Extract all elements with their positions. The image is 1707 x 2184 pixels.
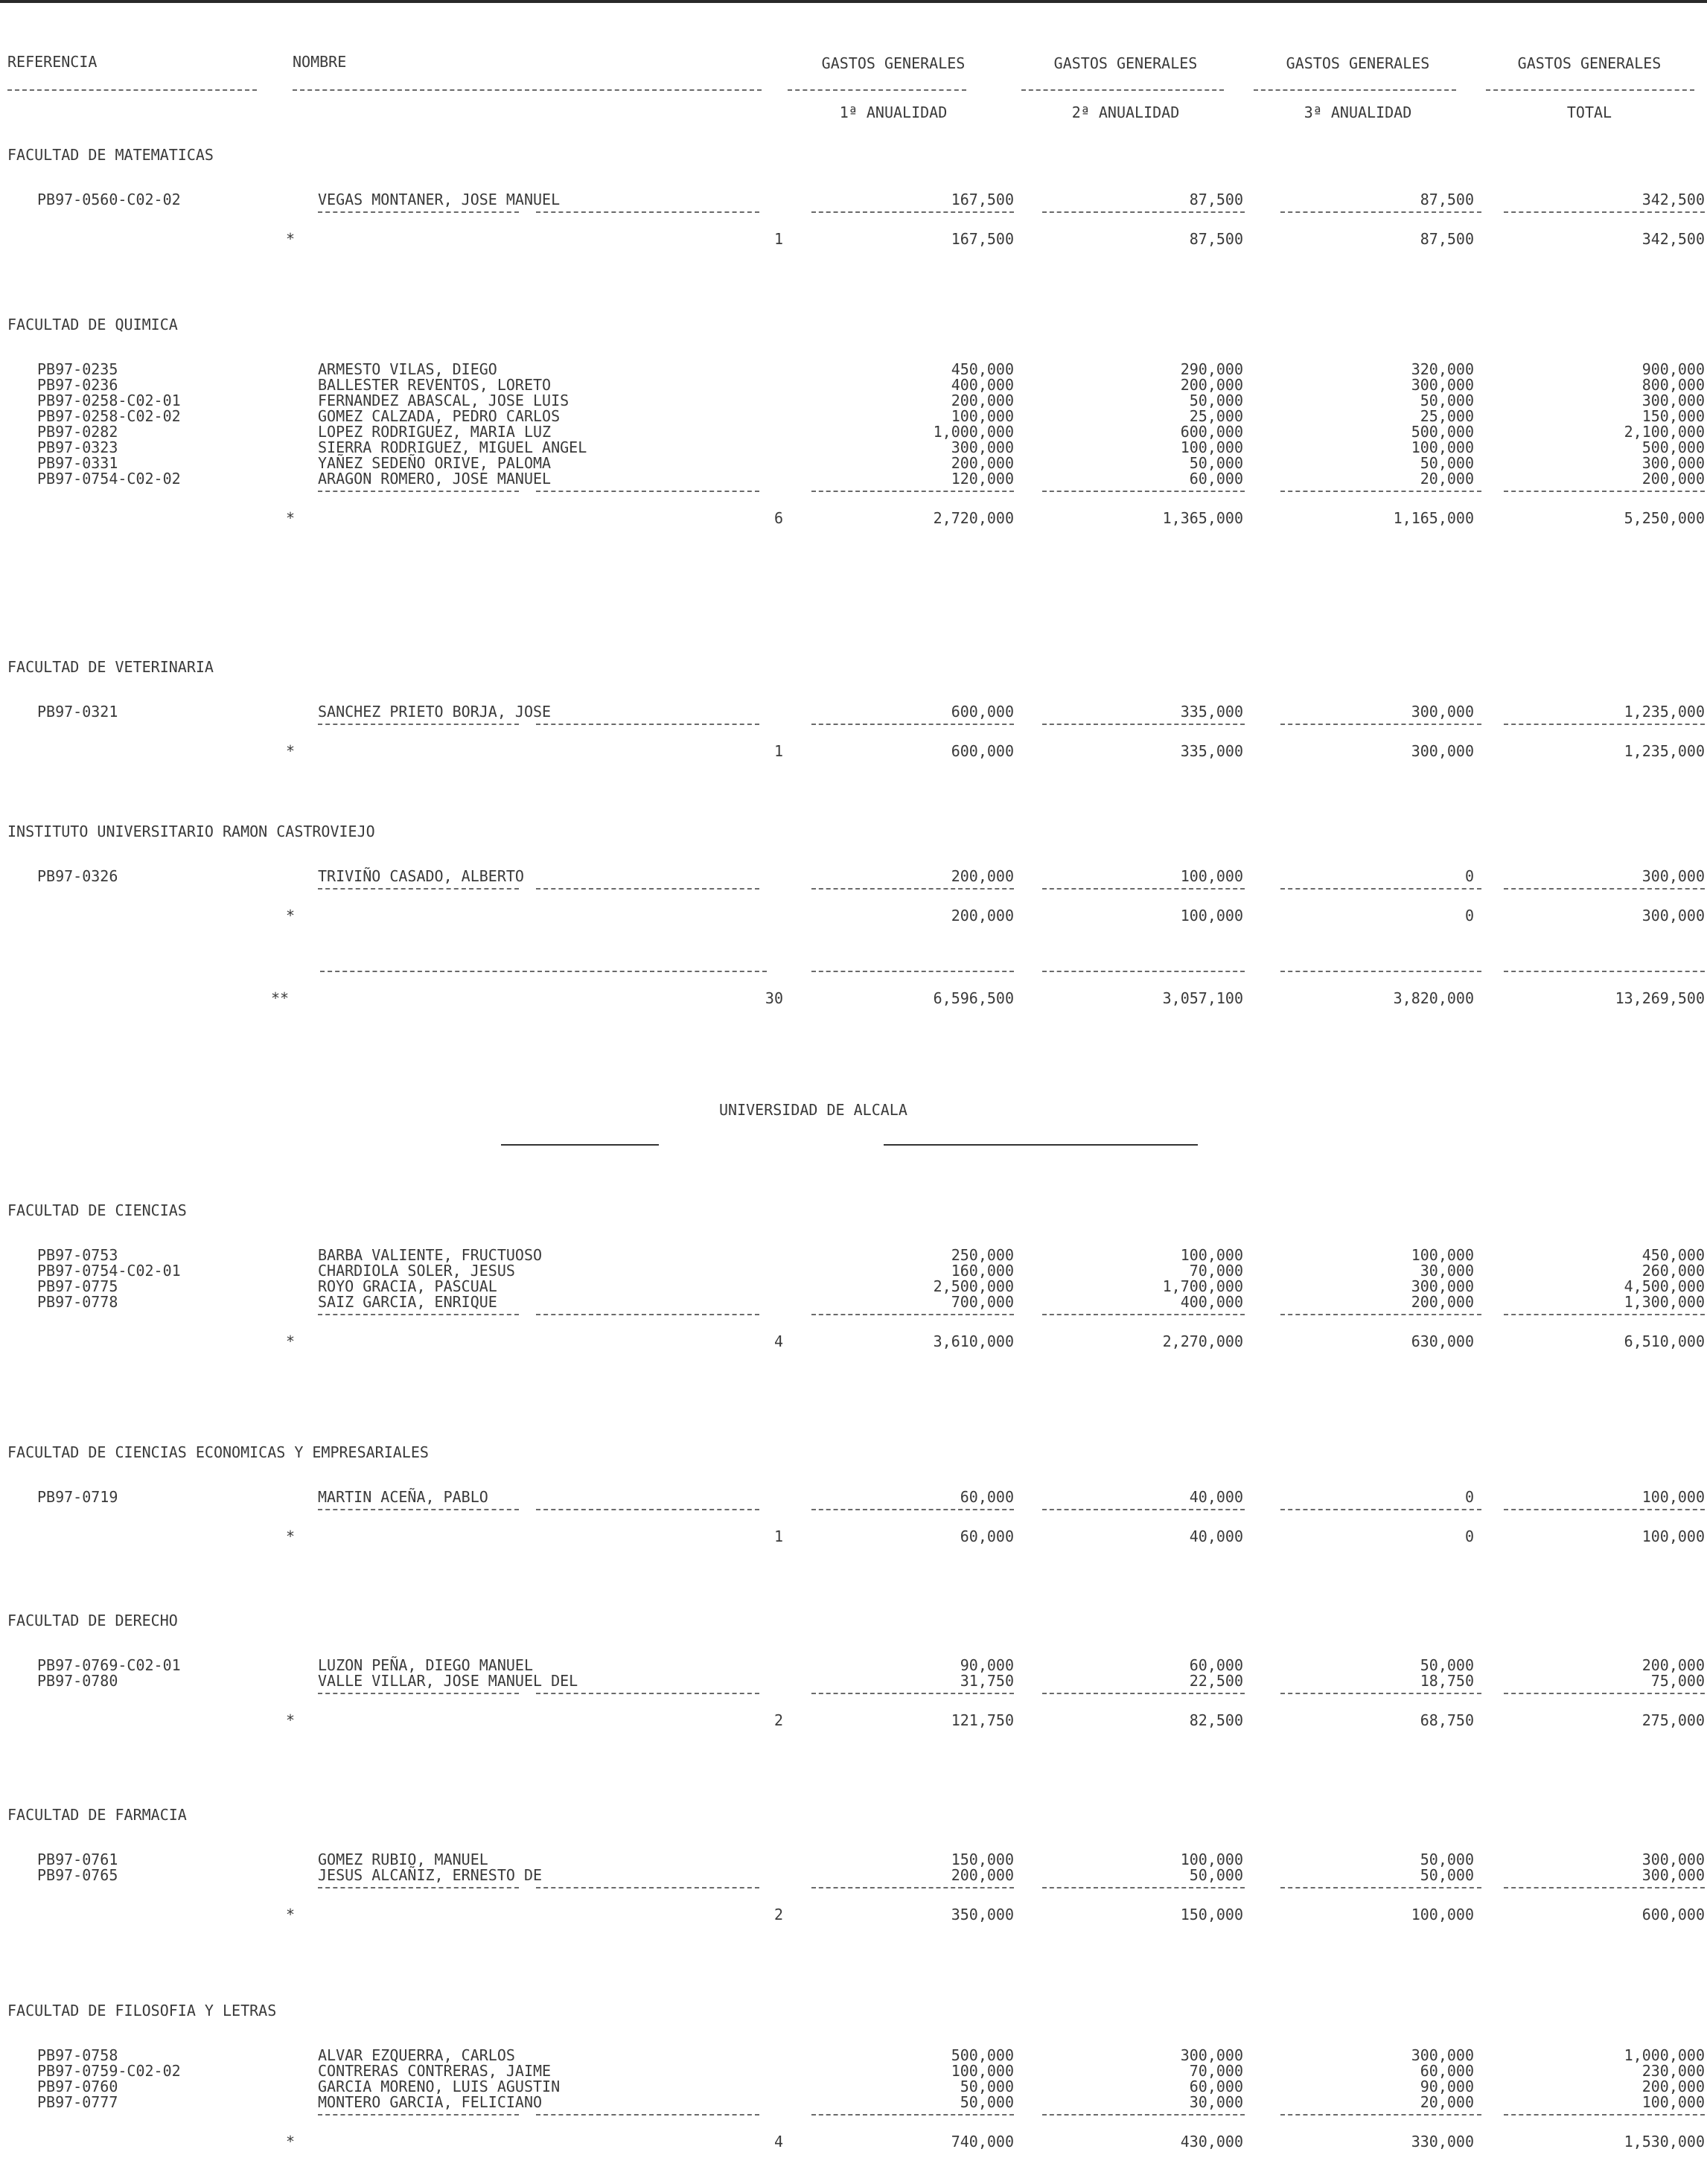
row-anualidad-1: 700,000 <box>951 1293 1014 1311</box>
subtotal-rule <box>811 2114 1014 2116</box>
faculty-heading: FACULTAD DE CIENCIAS <box>7 1201 187 1219</box>
row-anualidad-2: 1,700,000 <box>1162 1277 1243 1295</box>
header-col-3-line-1: GASTOS GENERALES <box>1286 54 1430 72</box>
row-total: 300,000 <box>1641 1866 1705 1884</box>
row-anualidad-1: 200,000 <box>951 867 1014 885</box>
row-name: BARBA VALIENTE, FRUCTUOSO <box>318 1246 543 1264</box>
university-title-rule <box>884 1144 1198 1146</box>
subtotal-rule <box>318 1509 519 1510</box>
row-anualidad-3: 200,000 <box>1411 1293 1474 1311</box>
subtotal-anualidad-1: 60,000 <box>960 1527 1014 1545</box>
header-col-4-line-1: GASTOS GENERALES <box>1517 54 1662 72</box>
subtotal-rule <box>536 1314 759 1315</box>
row-anualidad-3: 0 <box>1464 1488 1474 1506</box>
row-anualidad-3: 50,000 <box>1420 392 1474 409</box>
subtotal-anualidad-2: 150,000 <box>1180 1906 1243 1923</box>
row-anualidad-1: 200,000 <box>951 392 1014 409</box>
subtotal-rule <box>1280 1693 1481 1694</box>
subtotal-anualidad-1: 167,500 <box>951 230 1014 248</box>
top-rule <box>0 0 1707 3</box>
subtotal-count: 2 <box>773 1711 783 1729</box>
row-name: ALVAR EZQUERRA, CARLOS <box>318 2046 515 2064</box>
row-anualidad-1: 100,000 <box>951 2062 1014 2080</box>
row-name: GOMEZ RUBIO, MANUEL <box>318 1851 488 1868</box>
subtotal-anualidad-1: 2,720,000 <box>933 509 1014 527</box>
subtotal-rule <box>1042 211 1245 213</box>
subtotal-rule <box>536 491 759 492</box>
subtotal-rule <box>811 888 1014 890</box>
row-anualidad-2: 70,000 <box>1189 1262 1243 1280</box>
row-total: 800,000 <box>1641 376 1705 394</box>
row-name: TRIVIÑO CASADO, ALBERTO <box>318 867 524 885</box>
grand-total-count: 30 <box>765 989 783 1007</box>
row-anualidad-1: 450,000 <box>951 360 1014 378</box>
row-reference: PB97-0235 <box>37 360 118 378</box>
row-anualidad-2: 30,000 <box>1189 2093 1243 2111</box>
subtotal-rule <box>1504 2114 1705 2116</box>
row-reference: PB97-0754-C02-01 <box>37 1262 181 1280</box>
grand-total-mark: ** <box>271 989 290 1007</box>
subtotal-rule <box>1504 491 1705 492</box>
faculty-heading: FACULTAD DE FARMACIA <box>7 1806 187 1824</box>
row-anualidad-3: 50,000 <box>1420 1656 1474 1674</box>
subtotal-rule <box>811 211 1014 213</box>
subtotal-anualidad-2: 82,500 <box>1189 1711 1243 1729</box>
subtotal-anualidad-3: 300,000 <box>1411 742 1474 760</box>
subtotal-total: 300,000 <box>1641 907 1705 925</box>
subtotal-anualidad-2: 430,000 <box>1180 2133 1243 2151</box>
row-anualidad-3: 500,000 <box>1411 423 1474 441</box>
subtotal-anualidad-1: 121,750 <box>951 1711 1014 1729</box>
row-reference: PB97-0236 <box>37 376 118 394</box>
row-anualidad-2: 335,000 <box>1180 703 1243 721</box>
row-name: JESUS ALCAÑIZ, ERNESTO DE <box>318 1866 543 1884</box>
row-total: 230,000 <box>1641 2062 1705 2080</box>
header-rule <box>788 89 966 91</box>
subtotal-total: 342,500 <box>1641 230 1705 248</box>
row-total: 150,000 <box>1641 407 1705 425</box>
row-total: 450,000 <box>1641 1246 1705 1264</box>
subtotal-rule <box>1042 1887 1245 1888</box>
subtotal-rule <box>811 1693 1014 1694</box>
subtotal-rule <box>536 1693 759 1694</box>
subtotal-rule <box>1280 1509 1481 1510</box>
row-reference: PB97-0780 <box>37 1672 118 1690</box>
row-anualidad-2: 60,000 <box>1189 2078 1243 2095</box>
row-total: 1,235,000 <box>1624 703 1705 721</box>
header-col-4 <box>1478 22 1701 153</box>
row-name: LUZON PEÑA, DIEGO MANUEL <box>318 1656 533 1674</box>
row-reference: PB97-0321 <box>37 703 118 721</box>
row-name: MARTIN ACEÑA, PABLO <box>318 1488 488 1506</box>
row-reference: PB97-0758 <box>37 2046 118 2064</box>
grand-total-a1: 6,596,500 <box>933 989 1014 1007</box>
faculty-heading: FACULTAD DE CIENCIAS ECONOMICAS Y EMPRESARIALES <box>7 1443 429 1461</box>
subtotal-rule <box>536 211 759 213</box>
subtotal-anualidad-3: 330,000 <box>1411 2133 1474 2151</box>
row-reference: PB97-0759-C02-02 <box>37 2062 181 2080</box>
row-name: CONTRERAS CONTRERAS, JAIME <box>318 2062 552 2080</box>
subtotal-rule <box>536 888 759 890</box>
subtotal-anualidad-2: 100,000 <box>1180 907 1243 925</box>
row-anualidad-2: 50,000 <box>1189 392 1243 409</box>
subtotal-anualidad-3: 630,000 <box>1411 1332 1474 1350</box>
header-col-1-line-2: 1ª ANUALIDAD <box>839 103 948 121</box>
row-anualidad-1: 400,000 <box>951 376 1014 394</box>
subtotal-anualidad-3: 0 <box>1464 907 1474 925</box>
grand-total-rule <box>1280 971 1481 972</box>
subtotal-total: 6,510,000 <box>1624 1332 1705 1350</box>
row-name: ROYO GRACIA, PASCUAL <box>318 1277 497 1295</box>
subtotal-anualidad-2: 87,500 <box>1189 230 1243 248</box>
row-total: 300,000 <box>1641 867 1705 885</box>
row-anualidad-3: 50,000 <box>1420 454 1474 472</box>
row-anualidad-2: 600,000 <box>1180 423 1243 441</box>
row-total: 300,000 <box>1641 454 1705 472</box>
subtotal-rule <box>318 491 519 492</box>
header-col-2 <box>1014 22 1237 153</box>
row-total: 100,000 <box>1641 2093 1705 2111</box>
subtotal-count: 6 <box>773 509 783 527</box>
faculty-heading: FACULTAD DE MATEMATICAS <box>7 146 214 164</box>
row-name: SIERRA RODRIGUEZ, MIGUEL ANGEL <box>318 438 587 456</box>
subtotal-anualidad-2: 335,000 <box>1180 742 1243 760</box>
row-anualidad-2: 400,000 <box>1180 1293 1243 1311</box>
subtotal-rule <box>1280 724 1481 725</box>
row-reference: PB97-0753 <box>37 1246 118 1264</box>
row-reference: PB97-0331 <box>37 454 118 472</box>
row-total: 2,100,000 <box>1624 423 1705 441</box>
row-total: 200,000 <box>1641 2078 1705 2095</box>
subtotal-count: 1 <box>773 742 783 760</box>
row-reference: PB97-0258-C02-02 <box>37 407 181 425</box>
row-anualidad-3: 300,000 <box>1411 376 1474 394</box>
row-anualidad-2: 100,000 <box>1180 1851 1243 1868</box>
subtotal-total: 1,530,000 <box>1624 2133 1705 2151</box>
row-anualidad-3: 300,000 <box>1411 1277 1474 1295</box>
row-name: MONTERO GARCIA, FELICIANO <box>318 2093 543 2111</box>
subtotal-rule <box>1042 1314 1245 1315</box>
row-anualidad-1: 90,000 <box>960 1656 1014 1674</box>
row-anualidad-3: 50,000 <box>1420 1866 1474 1884</box>
subtotal-anualidad-1: 3,610,000 <box>933 1332 1014 1350</box>
row-anualidad-2: 290,000 <box>1180 360 1243 378</box>
row-anualidad-3: 18,750 <box>1420 1672 1474 1690</box>
header-col-4-line-2: TOTAL <box>1566 103 1612 121</box>
subtotal-anualidad-1: 600,000 <box>951 742 1014 760</box>
row-anualidad-1: 150,000 <box>951 1851 1014 1868</box>
subtotal-total: 100,000 <box>1641 1527 1705 1545</box>
subtotal-rule <box>1280 211 1481 213</box>
subtotal-anualidad-2: 40,000 <box>1189 1527 1243 1545</box>
row-name: SAIZ GARCIA, ENRIQUE <box>318 1293 497 1311</box>
row-anualidad-2: 100,000 <box>1180 1246 1243 1264</box>
row-anualidad-2: 40,000 <box>1189 1488 1243 1506</box>
row-reference: PB97-0769-C02-01 <box>37 1656 181 1674</box>
grand-total-rule <box>320 971 767 972</box>
subtotal-anualidad-1: 200,000 <box>951 907 1014 925</box>
row-total: 200,000 <box>1641 1656 1705 1674</box>
subtotal-rule <box>1042 1509 1245 1510</box>
row-anualidad-1: 50,000 <box>960 2078 1014 2095</box>
subtotal-mark: * <box>286 1527 296 1545</box>
faculty-heading: FACULTAD DE QUIMICA <box>7 316 178 333</box>
row-reference: PB97-0719 <box>37 1488 118 1506</box>
row-anualidad-1: 100,000 <box>951 407 1014 425</box>
row-reference: PB97-0258-C02-01 <box>37 392 181 409</box>
row-reference: PB97-0777 <box>37 2093 118 2111</box>
row-anualidad-3: 90,000 <box>1420 2078 1474 2095</box>
subtotal-rule <box>1504 1314 1705 1315</box>
subtotal-mark: * <box>286 1711 296 1729</box>
grand-total-rule <box>1042 971 1245 972</box>
row-name: ARMESTO VILAS, DIEGO <box>318 360 497 378</box>
subtotal-rule <box>318 1693 519 1694</box>
row-total: 300,000 <box>1641 392 1705 409</box>
subtotal-count: 4 <box>773 1332 783 1350</box>
faculty-heading: FACULTAD DE DERECHO <box>7 1612 178 1629</box>
row-anualidad-3: 320,000 <box>1411 360 1474 378</box>
row-reference: PB97-0754-C02-02 <box>37 470 181 488</box>
subtotal-rule <box>536 1509 759 1510</box>
subtotal-mark: * <box>286 742 296 760</box>
subtotal-anualidad-3: 0 <box>1464 1527 1474 1545</box>
row-total: 900,000 <box>1641 360 1705 378</box>
row-anualidad-1: 167,500 <box>951 191 1014 208</box>
subtotal-total: 600,000 <box>1641 1906 1705 1923</box>
row-anualidad-1: 200,000 <box>951 1866 1014 1884</box>
subtotal-rule <box>811 1887 1014 1888</box>
subtotal-rule <box>811 1509 1014 1510</box>
grand-total-a3: 3,820,000 <box>1393 989 1474 1007</box>
faculty-heading: FACULTAD DE VETERINARIA <box>7 658 214 676</box>
subtotal-rule <box>1504 1509 1705 1510</box>
row-name: ARAGON ROMERO, JOSE MANUEL <box>318 470 552 488</box>
subtotal-rule <box>1504 1887 1705 1888</box>
row-reference: PB97-0326 <box>37 867 118 885</box>
row-name: CHARDIOLA SOLER, JESUS <box>318 1262 515 1280</box>
row-name: YAÑEZ SEDEÑO ORIVE, PALOMA <box>318 454 552 472</box>
subtotal-rule <box>1280 1887 1481 1888</box>
row-anualidad-1: 2,500,000 <box>933 1277 1014 1295</box>
row-name: BALLESTER REVENTOS, LORETO <box>318 376 552 394</box>
grand-total-rule <box>811 971 1014 972</box>
header-name: NOMBRE <box>293 53 347 71</box>
header-rule <box>7 89 257 91</box>
row-name: SANCHEZ PRIETO BORJA, JOSE <box>318 703 552 721</box>
header-col-1 <box>782 22 1005 153</box>
row-anualidad-1: 50,000 <box>960 2093 1014 2111</box>
subtotal-anualidad-3: 100,000 <box>1411 1906 1474 1923</box>
row-anualidad-2: 60,000 <box>1189 470 1243 488</box>
row-anualidad-1: 120,000 <box>951 470 1014 488</box>
row-anualidad-2: 200,000 <box>1180 376 1243 394</box>
subtotal-rule <box>1042 724 1245 725</box>
header-col-3 <box>1246 22 1470 153</box>
row-anualidad-2: 50,000 <box>1189 454 1243 472</box>
row-total: 4,500,000 <box>1624 1277 1705 1295</box>
row-total: 75,000 <box>1650 1672 1705 1690</box>
row-reference: PB97-0323 <box>37 438 118 456</box>
row-total: 200,000 <box>1641 470 1705 488</box>
header-reference: REFERENCIA <box>7 53 98 71</box>
row-anualidad-1: 250,000 <box>951 1246 1014 1264</box>
row-anualidad-1: 200,000 <box>951 454 1014 472</box>
subtotal-total: 1,235,000 <box>1624 742 1705 760</box>
subtotal-rule <box>811 724 1014 725</box>
subtotal-rule <box>536 1887 759 1888</box>
row-anualidad-1: 31,750 <box>960 1672 1014 1690</box>
row-anualidad-1: 300,000 <box>951 438 1014 456</box>
grand-total-total: 13,269,500 <box>1615 989 1705 1007</box>
subtotal-mark: * <box>286 1332 296 1350</box>
row-reference: PB97-0775 <box>37 1277 118 1295</box>
row-anualidad-3: 30,000 <box>1420 1262 1474 1280</box>
header-col-3-line-2: 3ª ANUALIDAD <box>1304 103 1412 121</box>
subtotal-rule <box>318 1887 519 1888</box>
row-total: 1,000,000 <box>1624 2046 1705 2064</box>
subtotal-count: 1 <box>773 1527 783 1545</box>
subtotal-rule <box>1504 211 1705 213</box>
subtotal-rule <box>318 2114 519 2116</box>
row-anualidad-1: 600,000 <box>951 703 1014 721</box>
subtotal-rule <box>1042 491 1245 492</box>
subtotal-mark: * <box>286 2133 296 2151</box>
row-total: 260,000 <box>1641 1262 1705 1280</box>
row-name: VALLE VILLAR, JOSE MANUEL DEL <box>318 1672 578 1690</box>
subtotal-rule <box>1280 888 1481 890</box>
row-anualidad-2: 87,500 <box>1189 191 1243 208</box>
row-total: 100,000 <box>1641 1488 1705 1506</box>
row-name: GARCIA MORENO, LUIS AGUSTIN <box>318 2078 561 2095</box>
row-anualidad-3: 300,000 <box>1411 703 1474 721</box>
subtotal-anualidad-3: 68,750 <box>1420 1711 1474 1729</box>
subtotal-rule <box>811 491 1014 492</box>
subtotal-rule <box>1504 724 1705 725</box>
grand-total-a2: 3,057,100 <box>1162 989 1243 1007</box>
subtotal-rule <box>318 211 519 213</box>
row-anualidad-2: 100,000 <box>1180 867 1243 885</box>
row-anualidad-3: 60,000 <box>1420 2062 1474 2080</box>
row-anualidad-2: 300,000 <box>1180 2046 1243 2064</box>
row-anualidad-2: 100,000 <box>1180 438 1243 456</box>
row-total: 342,500 <box>1641 191 1705 208</box>
subtotal-count: 2 <box>773 1906 783 1923</box>
row-reference: PB97-0765 <box>37 1866 118 1884</box>
row-name: GOMEZ CALZADA, PEDRO CARLOS <box>318 407 561 425</box>
row-name: VEGAS MONTANER, JOSE MANUEL <box>318 191 561 208</box>
faculty-heading: INSTITUTO UNIVERSITARIO RAMON CASTROVIEJO <box>7 823 375 840</box>
subtotal-rule <box>318 724 519 725</box>
row-anualidad-2: 50,000 <box>1189 1866 1243 1884</box>
subtotal-mark: * <box>286 1906 296 1923</box>
subtotal-anualidad-3: 1,165,000 <box>1393 509 1474 527</box>
subtotal-rule <box>318 1314 519 1315</box>
subtotal-rule <box>1504 888 1705 890</box>
subtotal-rule <box>318 888 519 890</box>
subtotal-mark: * <box>286 907 296 925</box>
row-reference: PB97-0760 <box>37 2078 118 2095</box>
row-anualidad-3: 100,000 <box>1411 438 1474 456</box>
row-anualidad-2: 60,000 <box>1189 1656 1243 1674</box>
subtotal-anualidad-2: 1,365,000 <box>1162 509 1243 527</box>
row-reference: PB97-0282 <box>37 423 118 441</box>
subtotal-rule <box>811 1314 1014 1315</box>
row-total: 1,300,000 <box>1624 1293 1705 1311</box>
row-anualidad-1: 1,000,000 <box>933 423 1014 441</box>
subtotal-count: 4 <box>773 2133 783 2151</box>
subtotal-rule <box>1504 1693 1705 1694</box>
row-anualidad-3: 0 <box>1464 867 1474 885</box>
header-col-2-line-1: GASTOS GENERALES <box>1053 54 1198 72</box>
row-anualidad-3: 25,000 <box>1420 407 1474 425</box>
row-reference: PB97-0778 <box>37 1293 118 1311</box>
header-rule <box>1021 89 1224 91</box>
subtotal-rule <box>1280 2114 1481 2116</box>
row-anualidad-3: 50,000 <box>1420 1851 1474 1868</box>
row-name: LOPEZ RODRIGUEZ, MARIA LUZ <box>318 423 552 441</box>
row-anualidad-1: 60,000 <box>960 1488 1014 1506</box>
row-anualidad-3: 100,000 <box>1411 1246 1474 1264</box>
subtotal-rule <box>1280 1314 1481 1315</box>
row-anualidad-2: 25,000 <box>1189 407 1243 425</box>
faculty-heading: FACULTAD DE FILOSOFIA Y LETRAS <box>7 2002 277 2019</box>
subtotal-anualidad-1: 740,000 <box>951 2133 1014 2151</box>
subtotal-total: 5,250,000 <box>1624 509 1705 527</box>
row-total: 500,000 <box>1641 438 1705 456</box>
subtotal-anualidad-2: 2,270,000 <box>1162 1332 1243 1350</box>
subtotal-anualidad-3: 87,500 <box>1420 230 1474 248</box>
subtotal-mark: * <box>286 509 296 527</box>
row-anualidad-3: 20,000 <box>1420 2093 1474 2111</box>
row-reference: PB97-0560-C02-02 <box>37 191 181 208</box>
subtotal-mark: * <box>286 230 296 248</box>
row-anualidad-1: 500,000 <box>951 2046 1014 2064</box>
subtotal-rule <box>536 724 759 725</box>
header-rule <box>293 89 762 91</box>
header-rule <box>1486 89 1694 91</box>
header-col-2-line-2: 2ª ANUALIDAD <box>1071 103 1180 121</box>
row-anualidad-3: 87,500 <box>1420 191 1474 208</box>
subtotal-rule <box>1280 491 1481 492</box>
subtotal-rule <box>1042 888 1245 890</box>
subtotal-anualidad-1: 350,000 <box>951 1906 1014 1923</box>
row-total: 300,000 <box>1641 1851 1705 1868</box>
row-name: FERNANDEZ ABASCAL, JOSE LUIS <box>318 392 569 409</box>
row-anualidad-3: 20,000 <box>1420 470 1474 488</box>
grand-total-rule <box>1504 971 1705 972</box>
row-anualidad-2: 22,500 <box>1189 1672 1243 1690</box>
subtotal-rule <box>1042 2114 1245 2116</box>
subtotal-rule <box>1042 1693 1245 1694</box>
subtotal-total: 275,000 <box>1641 1711 1705 1729</box>
row-anualidad-2: 70,000 <box>1189 2062 1243 2080</box>
subtotal-rule <box>536 2114 759 2116</box>
university-title: UNIVERSIDAD DE ALCALA <box>719 1101 907 1119</box>
row-reference: PB97-0761 <box>37 1851 118 1868</box>
row-anualidad-3: 300,000 <box>1411 2046 1474 2064</box>
subtotal-count: 1 <box>773 230 783 248</box>
university-title-rule <box>501 1144 659 1146</box>
header-col-1-line-1: GASTOS GENERALES <box>821 54 966 72</box>
header-rule <box>1254 89 1456 91</box>
row-anualidad-1: 160,000 <box>951 1262 1014 1280</box>
